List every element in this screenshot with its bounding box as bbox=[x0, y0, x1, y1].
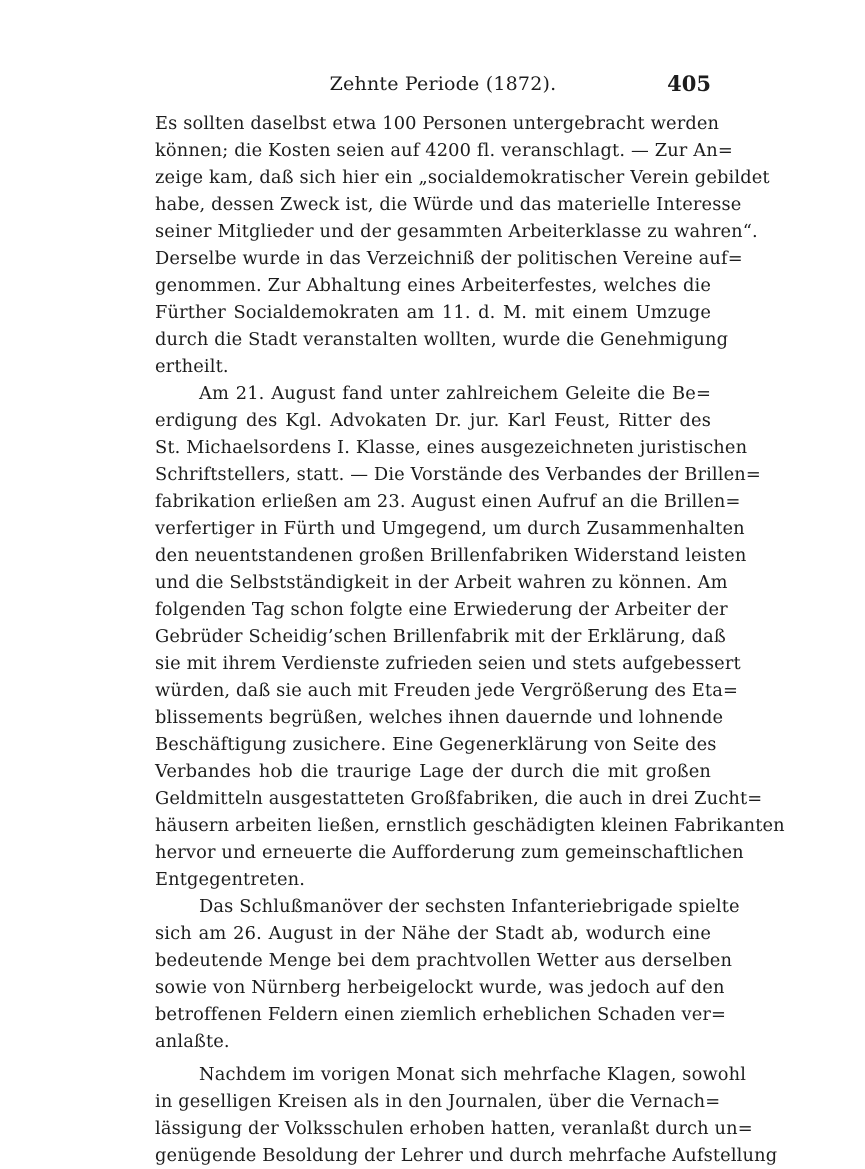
text-line: hervor und erneuerte die Aufforderung zum gemeinschaftlichen bbox=[155, 842, 744, 863]
text-line: Nachdem im vorigen Monat sich mehrfache Klagen, sowohl bbox=[199, 1064, 747, 1085]
text-line: bedeutende Menge bei dem prachtvollen Wetter aus derselben bbox=[155, 950, 733, 971]
text-line: genügende Besoldung der Lehrer und durch mehrfache Aufstellung bbox=[155, 1145, 778, 1166]
text-line: St. Michaelsordens I. Klasse, eines ausgezeichneten juristischen bbox=[155, 437, 748, 458]
text-line: häusern arbeiten ließen, ernstlich geschädigten kleinen Fabrikanten bbox=[155, 815, 785, 836]
text-line: blissements begrüßen, welches ihnen dauernde und lohnende bbox=[155, 707, 724, 728]
text-line: Derselbe wurde in das Verzeichniß der politischen Vereine auf= bbox=[155, 248, 743, 269]
text-line: durch die Stadt veranstalten wollten, wurde die Genehmigung bbox=[155, 329, 729, 350]
text-line: Es sollten daselbst etwa 100 Personen untergebracht werden bbox=[155, 113, 720, 134]
text-line: Beschäftigung zusichere. Eine Gegenerklärung von Seite des bbox=[155, 734, 717, 755]
text-line: Geldmitteln ausgestatteten Großfabriken, die auch in drei Zucht= bbox=[155, 788, 763, 809]
text-line: Das Schlußmanöver der sechsten Infanteriebrigade spielte bbox=[199, 896, 740, 917]
text-line: ertheilt. bbox=[155, 356, 229, 377]
text-line: verfertiger in Fürth und Umgegend, um durch Zusammenhalten bbox=[155, 518, 745, 539]
running-title: Zehnte Periode (1872). bbox=[329, 73, 557, 95]
text-line: den neuentstandenen großen Brillenfabriken Widerstand leisten bbox=[155, 545, 747, 566]
text-line: genommen. Zur Abhaltung eines Arbeiterfestes, welches die bbox=[155, 275, 711, 296]
text-line: Verbandes hob die traurige Lage der durch die mit großen bbox=[155, 761, 711, 782]
text-line: in geselligen Kreisen als in den Journalen, über die Vernach= bbox=[155, 1091, 721, 1112]
text-line: würden, daß sie auch mit Freuden jede Vergrößerung des Eta= bbox=[155, 680, 739, 701]
text-line: betroffenen Feldern einen ziemlich erheblichen Schaden ver= bbox=[155, 1004, 727, 1025]
paragraph bbox=[155, 893, 740, 1055]
text-line: zeige kam, daß sich hier ein „socialdemokratischer Verein gebildet bbox=[155, 167, 770, 188]
page-number: 405 bbox=[667, 71, 711, 96]
page-header bbox=[155, 73, 711, 103]
text-line: erdigung des Kgl. Advokaten Dr. jur. Karl Feust, Ritter des bbox=[155, 410, 711, 431]
paragraph bbox=[155, 1061, 778, 1169]
body-text bbox=[155, 110, 785, 1169]
text-line: und die Selbstständigkeit in der Arbeit wahren zu können. Am bbox=[155, 572, 728, 593]
text-line: Gebrüder Scheidig’schen Brillenfabrik mit der Erklärung, daß bbox=[155, 626, 726, 647]
paragraph bbox=[155, 380, 785, 893]
text-line: können; die Kosten seien auf 4200 fl. veranschlagt. — Zur An= bbox=[155, 140, 733, 161]
text-line: anlaßte. bbox=[155, 1031, 230, 1052]
text-line: fabrikation erließen am 23. August einen Aufruf an die Brillen= bbox=[155, 491, 741, 512]
text-line: habe, dessen Zweck ist, die Würde und das materielle Interesse bbox=[155, 194, 742, 215]
text-line: Fürther Socialdemokraten am 11. d. M. mit einem Umzuge bbox=[155, 302, 711, 323]
text-line: folgenden Tag schon folgte eine Erwiederung der Arbeiter der bbox=[155, 599, 728, 620]
paragraph bbox=[155, 110, 770, 380]
text-line: seiner Mitglieder und der gesammten Arbeiterklasse zu wahren“. bbox=[155, 221, 758, 242]
text-line: Entgegentreten. bbox=[155, 869, 306, 890]
text-line: Am 21. August fand unter zahlreichem Geleite die Be= bbox=[199, 383, 711, 404]
text-line: lässigung der Volksschulen erhoben hatten, veranlaßt durch un= bbox=[155, 1118, 753, 1139]
text-line: sich am 26. August in der Nähe der Stadt ab, wodurch eine bbox=[155, 923, 711, 944]
text-line: sowie von Nürnberg herbeigelockt wurde, was jedoch auf den bbox=[155, 977, 725, 998]
text-line: sie mit ihrem Verdienste zufrieden seien und stets aufgebessert bbox=[155, 653, 741, 674]
text-line: Schriftstellers, statt. — Die Vorstände des Verbandes der Brillen= bbox=[155, 464, 761, 485]
